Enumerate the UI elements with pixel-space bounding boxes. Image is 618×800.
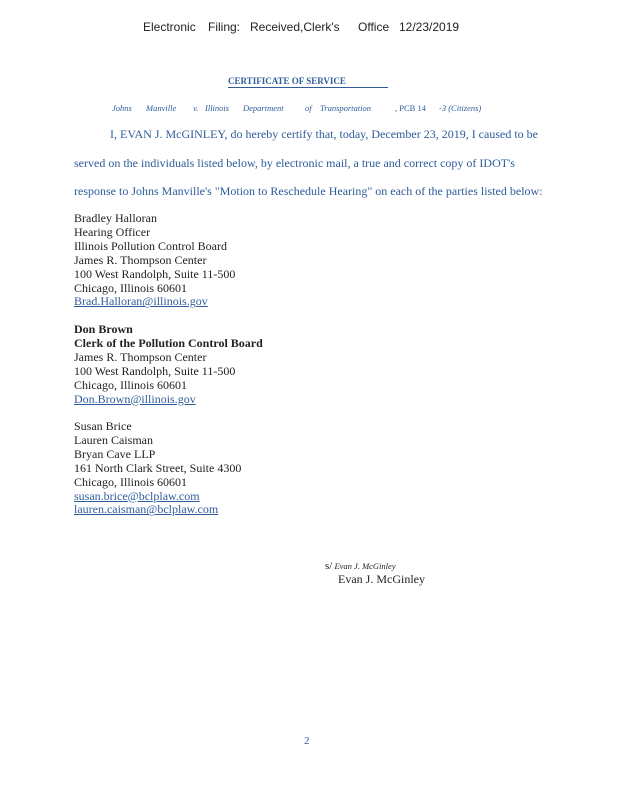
recipient-line: James R. Thompson Center	[74, 349, 207, 364]
caption-party2c: of	[305, 103, 312, 113]
recipient-brown	[74, 323, 263, 406]
caption-party2d: Transportation	[320, 103, 372, 113]
recipient-line: Hearing Officer	[74, 224, 151, 239]
stamp-office: Office	[358, 20, 390, 34]
stamp-filing: Filing:	[208, 20, 241, 34]
recipient-line: James R. Thompson Center	[74, 252, 207, 267]
sig-prefix: s/	[325, 560, 333, 572]
recipient-line: Don Brown	[74, 322, 133, 336]
certification-line-2: served on the individuals listed below, by electronic mail, a true and correct copy of IDOT's	[74, 156, 515, 170]
stamp-received: Received,Clerk's	[250, 20, 340, 34]
recipient-line: Chicago, Illinois 60601	[74, 280, 187, 295]
recipient-line: 161 North Clark Street, Suite 4300	[74, 460, 242, 475]
certification-line-1: I, EVAN J. McGINLEY, do hereby certify that, today, December 23, 2019, I caused to be	[110, 127, 538, 141]
stamp-electronic: Electronic	[143, 20, 196, 34]
signer-name: Evan J. McGinley	[338, 572, 425, 586]
certificate-title: CERTIFICATE OF SERVICE	[228, 76, 388, 88]
caption-case-no: , PCB 14	[395, 103, 426, 113]
caption-party1: Johns	[112, 103, 132, 113]
caption-case-suffix: -3 (Citizens)	[439, 103, 482, 113]
recipient-line: Bradley Halloran	[74, 211, 157, 225]
email-link[interactable]: Don.Brown@illinois.gov	[74, 391, 196, 406]
certification-line-3: response to Johns Manville's "Motion to Reschedule Hearing" on each of the parties listed below:	[74, 184, 543, 198]
caption-party1b: Manville	[146, 103, 177, 113]
recipient-line: 100 West Randolph, Suite 11-500	[74, 266, 236, 281]
recipient-line: Susan Brice	[74, 419, 132, 433]
caption-versus: v.	[193, 103, 199, 113]
recipient-halloran	[74, 212, 235, 309]
email-link[interactable]: lauren.caisman@bclplaw.com	[74, 502, 219, 517]
page-number: 2	[304, 735, 310, 747]
recipient-line: Clerk of the Pollution Control Board	[74, 335, 263, 350]
recipient-line: Lauren Caisman	[74, 432, 153, 447]
caption-party2b: Department	[243, 103, 284, 113]
recipient-brice-caisman	[74, 420, 241, 517]
recipient-line: Chicago, Illinois 60601	[74, 474, 187, 489]
electronic-signature	[325, 560, 396, 572]
email-link[interactable]: Brad.Halloran@illinois.gov	[74, 294, 208, 309]
recipient-line: Illinois Pollution Control Board	[74, 238, 228, 253]
stamp-date: 12/23/2019	[399, 20, 460, 34]
email-link[interactable]: susan.brice@bclplaw.com	[74, 488, 200, 503]
recipient-line: Chicago, Illinois 60601	[74, 377, 187, 392]
sig-text: Evan J. McGinley	[334, 561, 396, 571]
recipient-line: Bryan Cave LLP	[74, 446, 156, 461]
recipient-line: 100 West Randolph, Suite 11-500	[74, 363, 236, 378]
caption-party2: Illinois	[205, 103, 230, 113]
